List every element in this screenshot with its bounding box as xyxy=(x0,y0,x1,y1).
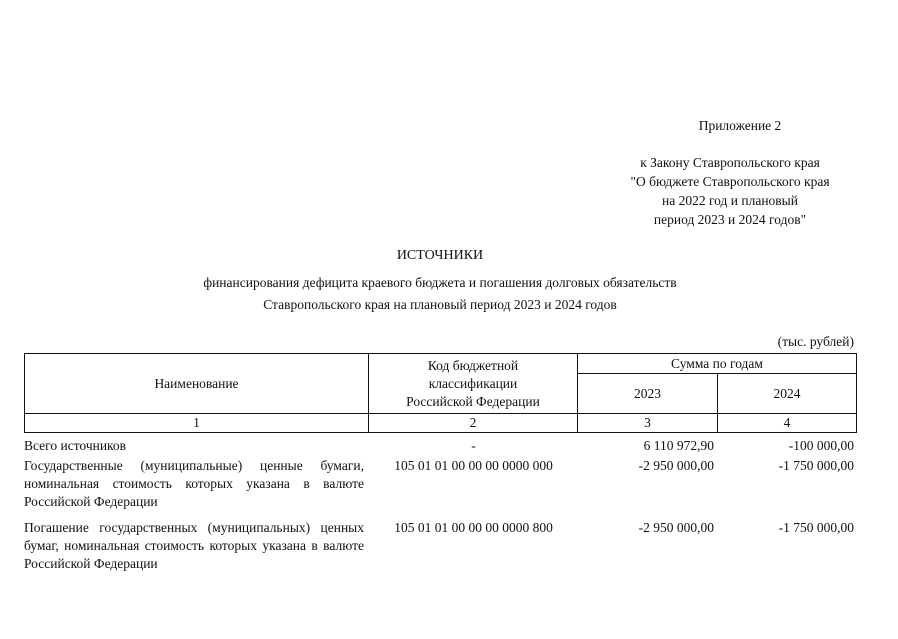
row-name: Государственные (муниципальные) ценные бумаги, номинальная стоимость которых указана в валюте Российской Федерации xyxy=(24,458,364,509)
sources-table-header xyxy=(24,353,857,433)
row-value-2024: -1 750 000,00 xyxy=(778,458,854,473)
appendix-number: Приложение 2 xyxy=(698,118,782,133)
row-value-2023: -2 950 000,00 xyxy=(638,458,714,473)
row-code: - xyxy=(471,438,476,453)
appendix-reference xyxy=(590,153,870,229)
row-name: Всего источников xyxy=(24,438,127,453)
table-row xyxy=(24,457,856,513)
header-year-2024: 2024 xyxy=(718,374,857,414)
units-note: (тыс. рублей) xyxy=(777,334,854,349)
header-year-2023: 2023 xyxy=(578,374,718,414)
header-code xyxy=(369,354,578,414)
header-code-line-1: Код бюджетной xyxy=(427,357,519,373)
column-number-1: 1 xyxy=(25,414,369,433)
header-name: Наименование xyxy=(25,354,369,414)
header-sum-by-years: Сумма по годам xyxy=(578,354,857,374)
appendix-line-4: период 2023 и 2024 годов" xyxy=(653,212,807,227)
document-subtitle-line-1: финансирования дефицита краевого бюджета и погашения долговых обязательств xyxy=(203,275,677,290)
row-value-2024: -1 750 000,00 xyxy=(778,520,854,535)
table-row xyxy=(24,437,856,455)
appendix-line-3: на 2022 год и плановый xyxy=(662,193,798,208)
row-value-2024: -100 000,00 xyxy=(788,438,854,453)
sources-table-body xyxy=(24,437,856,575)
header-code-line-2: классификации xyxy=(428,375,518,391)
column-number-2: 2 xyxy=(369,414,578,433)
column-number-4: 4 xyxy=(718,414,857,433)
row-code: 105 01 01 00 00 00 0000 000 xyxy=(394,458,553,473)
row-name: Погашение государственных (муниципальных) ценных бумаг, номинальная стоимость которых указана в валюте Российской Федерации xyxy=(24,520,364,571)
appendix-line-1: к Закону Ставропольского края xyxy=(640,155,820,170)
document-subtitle-line-2: Ставропольского края на плановый период 2023 и 2024 годов xyxy=(263,297,617,312)
header-code-line-3: Российской Федерации xyxy=(406,393,540,409)
column-number-3: 3 xyxy=(578,414,718,433)
table-row xyxy=(24,519,856,575)
document-title: ИСТОЧНИКИ xyxy=(396,248,484,263)
appendix-line-2: "О бюджете Ставропольского края xyxy=(630,174,830,189)
row-code: 105 01 01 00 00 00 0000 800 xyxy=(394,520,553,535)
row-value-2023: 6 110 972,90 xyxy=(643,438,714,453)
row-value-2023: -2 950 000,00 xyxy=(638,520,714,535)
